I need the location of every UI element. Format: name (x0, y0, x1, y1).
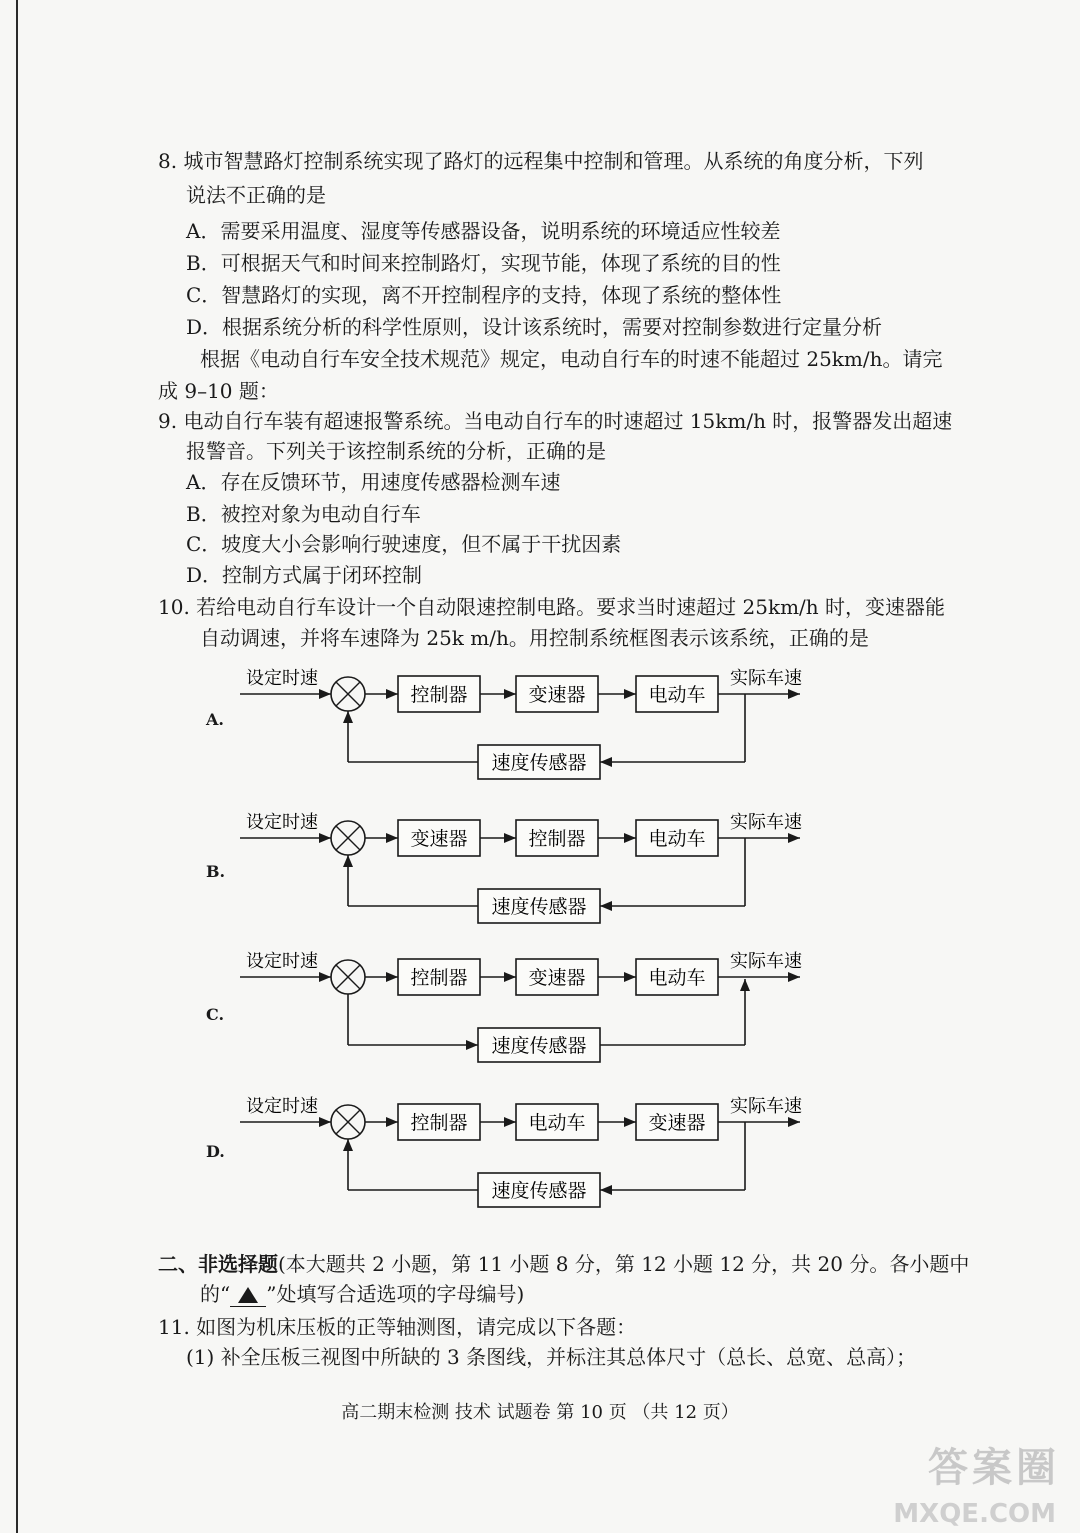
signal-arrow (480, 833, 516, 843)
input-label: 设定时速 (246, 951, 318, 972)
q8-option-c: C．智慧路灯的实现，离不开控制程序的支持，体现了系统的整体性 (186, 283, 782, 307)
section2-desc: (本大题共 2 小题，第 11 小题 8 分，第 12 小题 12 分，共 20 分。各小题中 (278, 1252, 970, 1276)
output-label: 实际车速 (730, 1096, 802, 1117)
block-label: 电动车 (648, 684, 706, 706)
block-label: 控制器 (410, 684, 468, 706)
diagram-option-d (0, 1090, 1080, 1210)
diagram-option-a (0, 662, 1080, 782)
feedback-arrow (600, 757, 745, 767)
signal-arrow (598, 833, 636, 843)
q9-option-b: B．被控对象为电动自行车 (186, 502, 421, 526)
diagram-option-letter: B. (206, 862, 226, 881)
output-arrow (718, 1117, 800, 1127)
signal-arrow (480, 689, 516, 699)
sensor-label: 速度传感器 (491, 1035, 587, 1057)
q9-option-d: D．控制方式属于闭环控制 (186, 563, 423, 587)
output-label: 实际车速 (730, 668, 802, 689)
q10-stem-line2: 自动调速，并将车速降为 25k m/h。用控制系统框图表示该系统，正确的是 (200, 626, 869, 650)
sensor-label: 速度传感器 (491, 1180, 587, 1202)
signal-arrow (365, 1117, 398, 1127)
sensor-label: 速度传感器 (491, 896, 587, 918)
triangle-icon (238, 1287, 258, 1303)
q10-stem-line1: 10. 若给电动自行车设计一个自动限速控制电路。要求当时速超过 25km/h 时，变速器能 (158, 595, 946, 619)
output-arrow (718, 689, 800, 699)
signal-arrow (365, 689, 398, 699)
section2-title: 二、非选择题 (158, 1252, 278, 1276)
diagram-option-letter: D. (206, 1142, 225, 1161)
input-label: 设定时速 (246, 812, 318, 833)
page-footer: 高二期末检测 技术 试题卷 第 10 页 （共 12 页） (341, 1402, 739, 1423)
block-label: 控制器 (410, 1112, 468, 1134)
input-label: 设定时速 (246, 668, 318, 689)
diagram-option-b (0, 806, 1080, 926)
diagram-option-c (0, 945, 1080, 1065)
sensor-label: 速度传感器 (491, 752, 587, 774)
signal-arrow (365, 833, 398, 843)
block-label: 电动车 (648, 967, 706, 989)
watermark-url: MXQE.COM (893, 1499, 1056, 1529)
signal-arrow (598, 972, 636, 982)
input-arrow (240, 833, 331, 843)
signal-arrow (598, 1117, 636, 1127)
diagram-option-letter: C. (206, 1005, 225, 1024)
output-label: 实际车速 (730, 951, 802, 972)
q8-option-a: A．需要采用温度、湿度等传感器设备，说明系统的环境适应性较差 (186, 219, 781, 243)
signal-arrow (480, 972, 516, 982)
block-label: 变速器 (648, 1112, 706, 1134)
q8-option-d: D．根据系统分析的科学性原则，设计该系统时，需要对控制参数进行定量分析 (186, 315, 883, 339)
answer-blank (230, 1282, 266, 1307)
section2-line2-pre: 的“ (200, 1282, 231, 1306)
output-label: 实际车速 (730, 812, 802, 833)
q11-stem: 11. 如图为机床压板的正等轴测图，请完成以下各题： (158, 1315, 637, 1339)
block-label: 电动车 (648, 828, 706, 850)
feedback-arrow (343, 855, 353, 906)
comparator-icon (331, 1105, 365, 1139)
feedforward-arrow (348, 1040, 478, 1050)
input-arrow (240, 689, 331, 699)
block-label: 控制器 (410, 967, 468, 989)
comparator-icon (331, 821, 365, 855)
q8-option-b: B．可根据天气和时间来控制路灯，实现节能，体现了系统的目的性 (186, 251, 781, 275)
comparator-icon (331, 960, 365, 994)
q9-option-c: C．坡度大小会影响行驶速度，但不属于干扰因素 (186, 532, 622, 556)
comparator-icon (331, 677, 365, 711)
block-label: 变速器 (528, 684, 586, 706)
input-arrow (240, 972, 331, 982)
feedback-arrow (600, 1185, 745, 1195)
section2-line2-post: ”处填写合适选项的字母编号) (266, 1282, 525, 1306)
block-label: 变速器 (528, 967, 586, 989)
intro-line1: 根据《电动自行车安全技术规范》规定，电动自行车的时速不能超过 25km/h。请完 (200, 347, 943, 371)
output-arrow (718, 833, 800, 843)
intro-line2: 成 9–10 题： (158, 379, 279, 403)
signal-arrow (480, 1117, 516, 1127)
q8-stem-line2: 说法不正确的是 (186, 183, 326, 207)
section2-line2 (200, 1280, 524, 1308)
signal-arrow (365, 972, 398, 982)
output-arrow (718, 972, 800, 982)
q11-sub1: (1) 补全压板三视图中所缺的 3 条图线，并标注其总体尺寸（总长、总宽、总高）； (186, 1345, 917, 1369)
q9-stem-line1: 9. 电动自行车装有超速报警系统。当电动自行车的时速超过 15km/h 时，报警器发出超速 (158, 409, 953, 433)
q8-stem-line1: 8. 城市智慧路灯控制系统实现了路灯的远程集中控制和管理。从系统的角度分析，下列 (158, 149, 924, 173)
block-label: 电动车 (528, 1112, 586, 1134)
feedback-arrow (600, 901, 745, 911)
feedback-arrow (343, 1139, 353, 1190)
signal-arrow (598, 689, 636, 699)
diagram-option-letter: A. (206, 710, 224, 729)
input-arrow (240, 1117, 331, 1127)
feedback-arrow (343, 711, 353, 762)
section2-line1 (158, 1250, 969, 1278)
feedforward-arrow (740, 979, 750, 1045)
q9-stem-line2: 报警音。下列关于该控制系统的分析，正确的是 (186, 439, 606, 463)
q9-option-a: A．存在反馈环节，用速度传感器检测车速 (186, 470, 561, 494)
block-label: 控制器 (528, 828, 586, 850)
input-label: 设定时速 (246, 1096, 318, 1117)
watermark-logo: 答案圈 (928, 1445, 1060, 1491)
block-label: 变速器 (410, 828, 468, 850)
